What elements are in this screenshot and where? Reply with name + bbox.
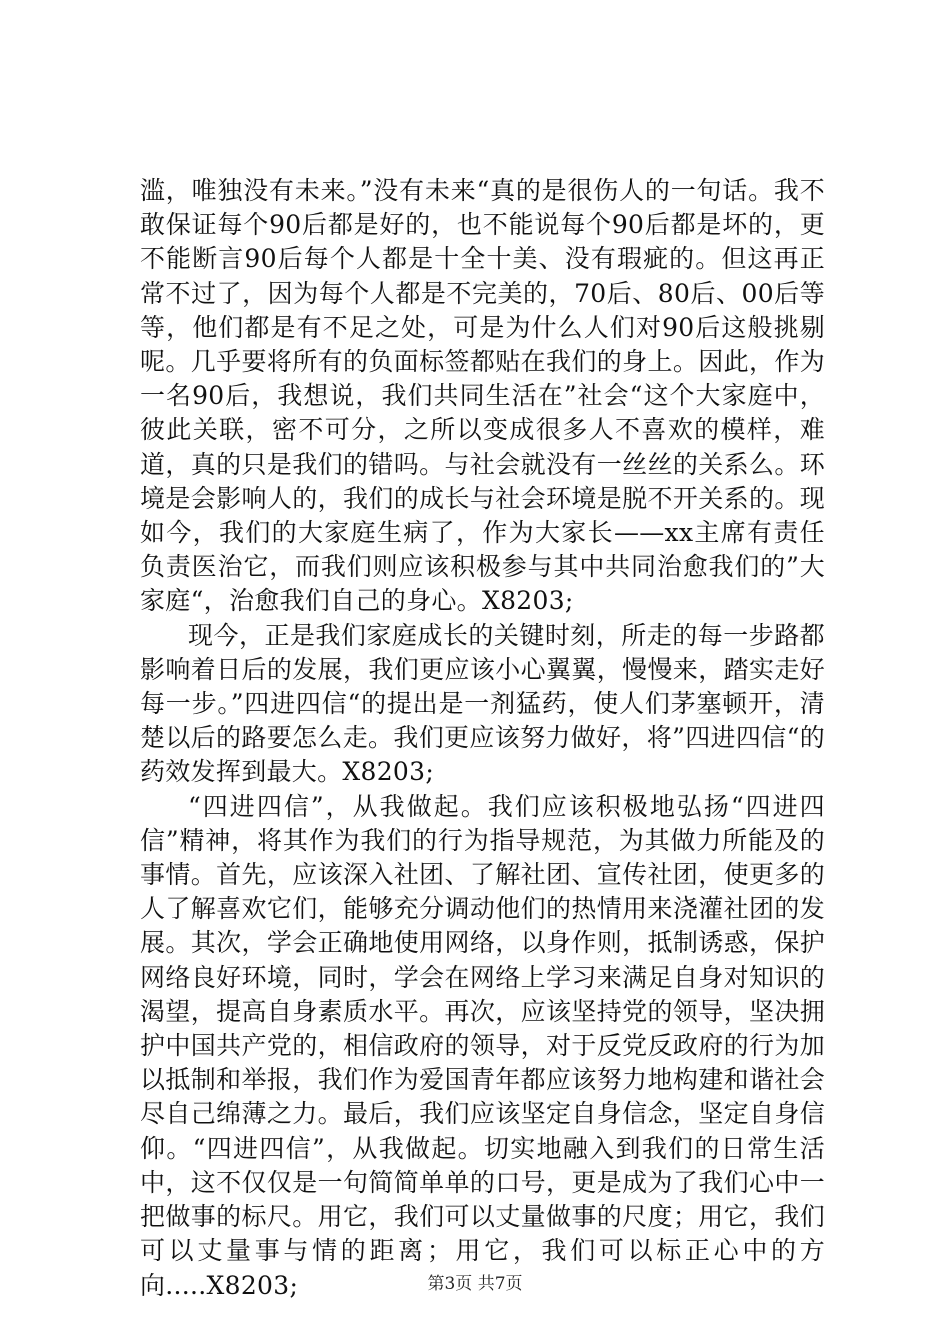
paragraph-1: 滥，唯独没有未来。”没有未来“真的是很伤人的一句话。我不敢保证每个90后都是好的，也不能说每个90后都是坏的，更不能断言90后每个人都是十全十美、没有瑕疵的。但这再正常不过了，因为每个人都是不完美的，70后、80后、00后等等，他们都是有不足之处，可是为什么人们对90后这般挑剔呢。几乎要将所有的负面标签都贴在我们的身上。因此，作为一名90后，我想说，我们共同生活在”社会“这个大家庭中，彼此关联，密不可分，之所以变成很多人不喜欢的模样，难道，真的只是我们的错吗。与社会就没有一丝丝的关系么。环境是会影响人的，我们的成长与社会环境是脱不开关系的。现如今，我们的大家庭生病了，作为大家长——xx主席有责任负责医治它，而我们则应该积极参与其中共同治愈我们的”大家庭“，治愈我们自己的身心。X8203; bbox=[140, 176, 825, 616]
document-body bbox=[140, 174, 825, 1303]
paragraph-3: “四进四信”，从我做起。我们应该积极地弘扬“四进四信”精神，将其作为我们的行为指导规范，为其做力所能及的事情。首先，应该深入社团、了解社团、宣传社团，使更多的人了解喜欢它们，能够充分调动他们的热情用来浇灌社团的发展。其次，学会正确地使用网络，以身作则，抵制诱惑，保护网络良好环境，同时，学会在网络上学习来满足自身对知识的渴望，提高自身素质水平。再次，应该坚持党的领导，坚决拥护中国共产党的，相信政府的领导，对于反党反政府的行为加以抵制和举报，我们作为爱国青年都应该努力地构建和谐社会尽自己绵薄之力。最后，我们应该坚定自身信念，坚定自身信仰。“四进四信”，从我做起。切实地融入到我们的日常生活中，这不仅仅是一句简简单单的口号，更是成为了我们心中一把做事的标尺。用它，我们可以丈量做事的尺度；用它，我们可以丈量事与情的距离；用它，我们可以标正心中的方向.....X8203; bbox=[140, 791, 825, 1300]
paragraph-2: 现今，正是我们家庭成长的关键时刻，所走的每一步路都影响着日后的发展，我们更应该小心翼翼，慢慢来，踏实走好每一步。”四进四信“的提出是一剂猛药，使人们茅塞顿开，清楚以后的路要怎么走。我们更应该努力做好，将”四进四信“的药效发挥到最大。X8203; bbox=[140, 620, 825, 787]
page-footer: 第3页 共7页 bbox=[427, 1274, 523, 1294]
